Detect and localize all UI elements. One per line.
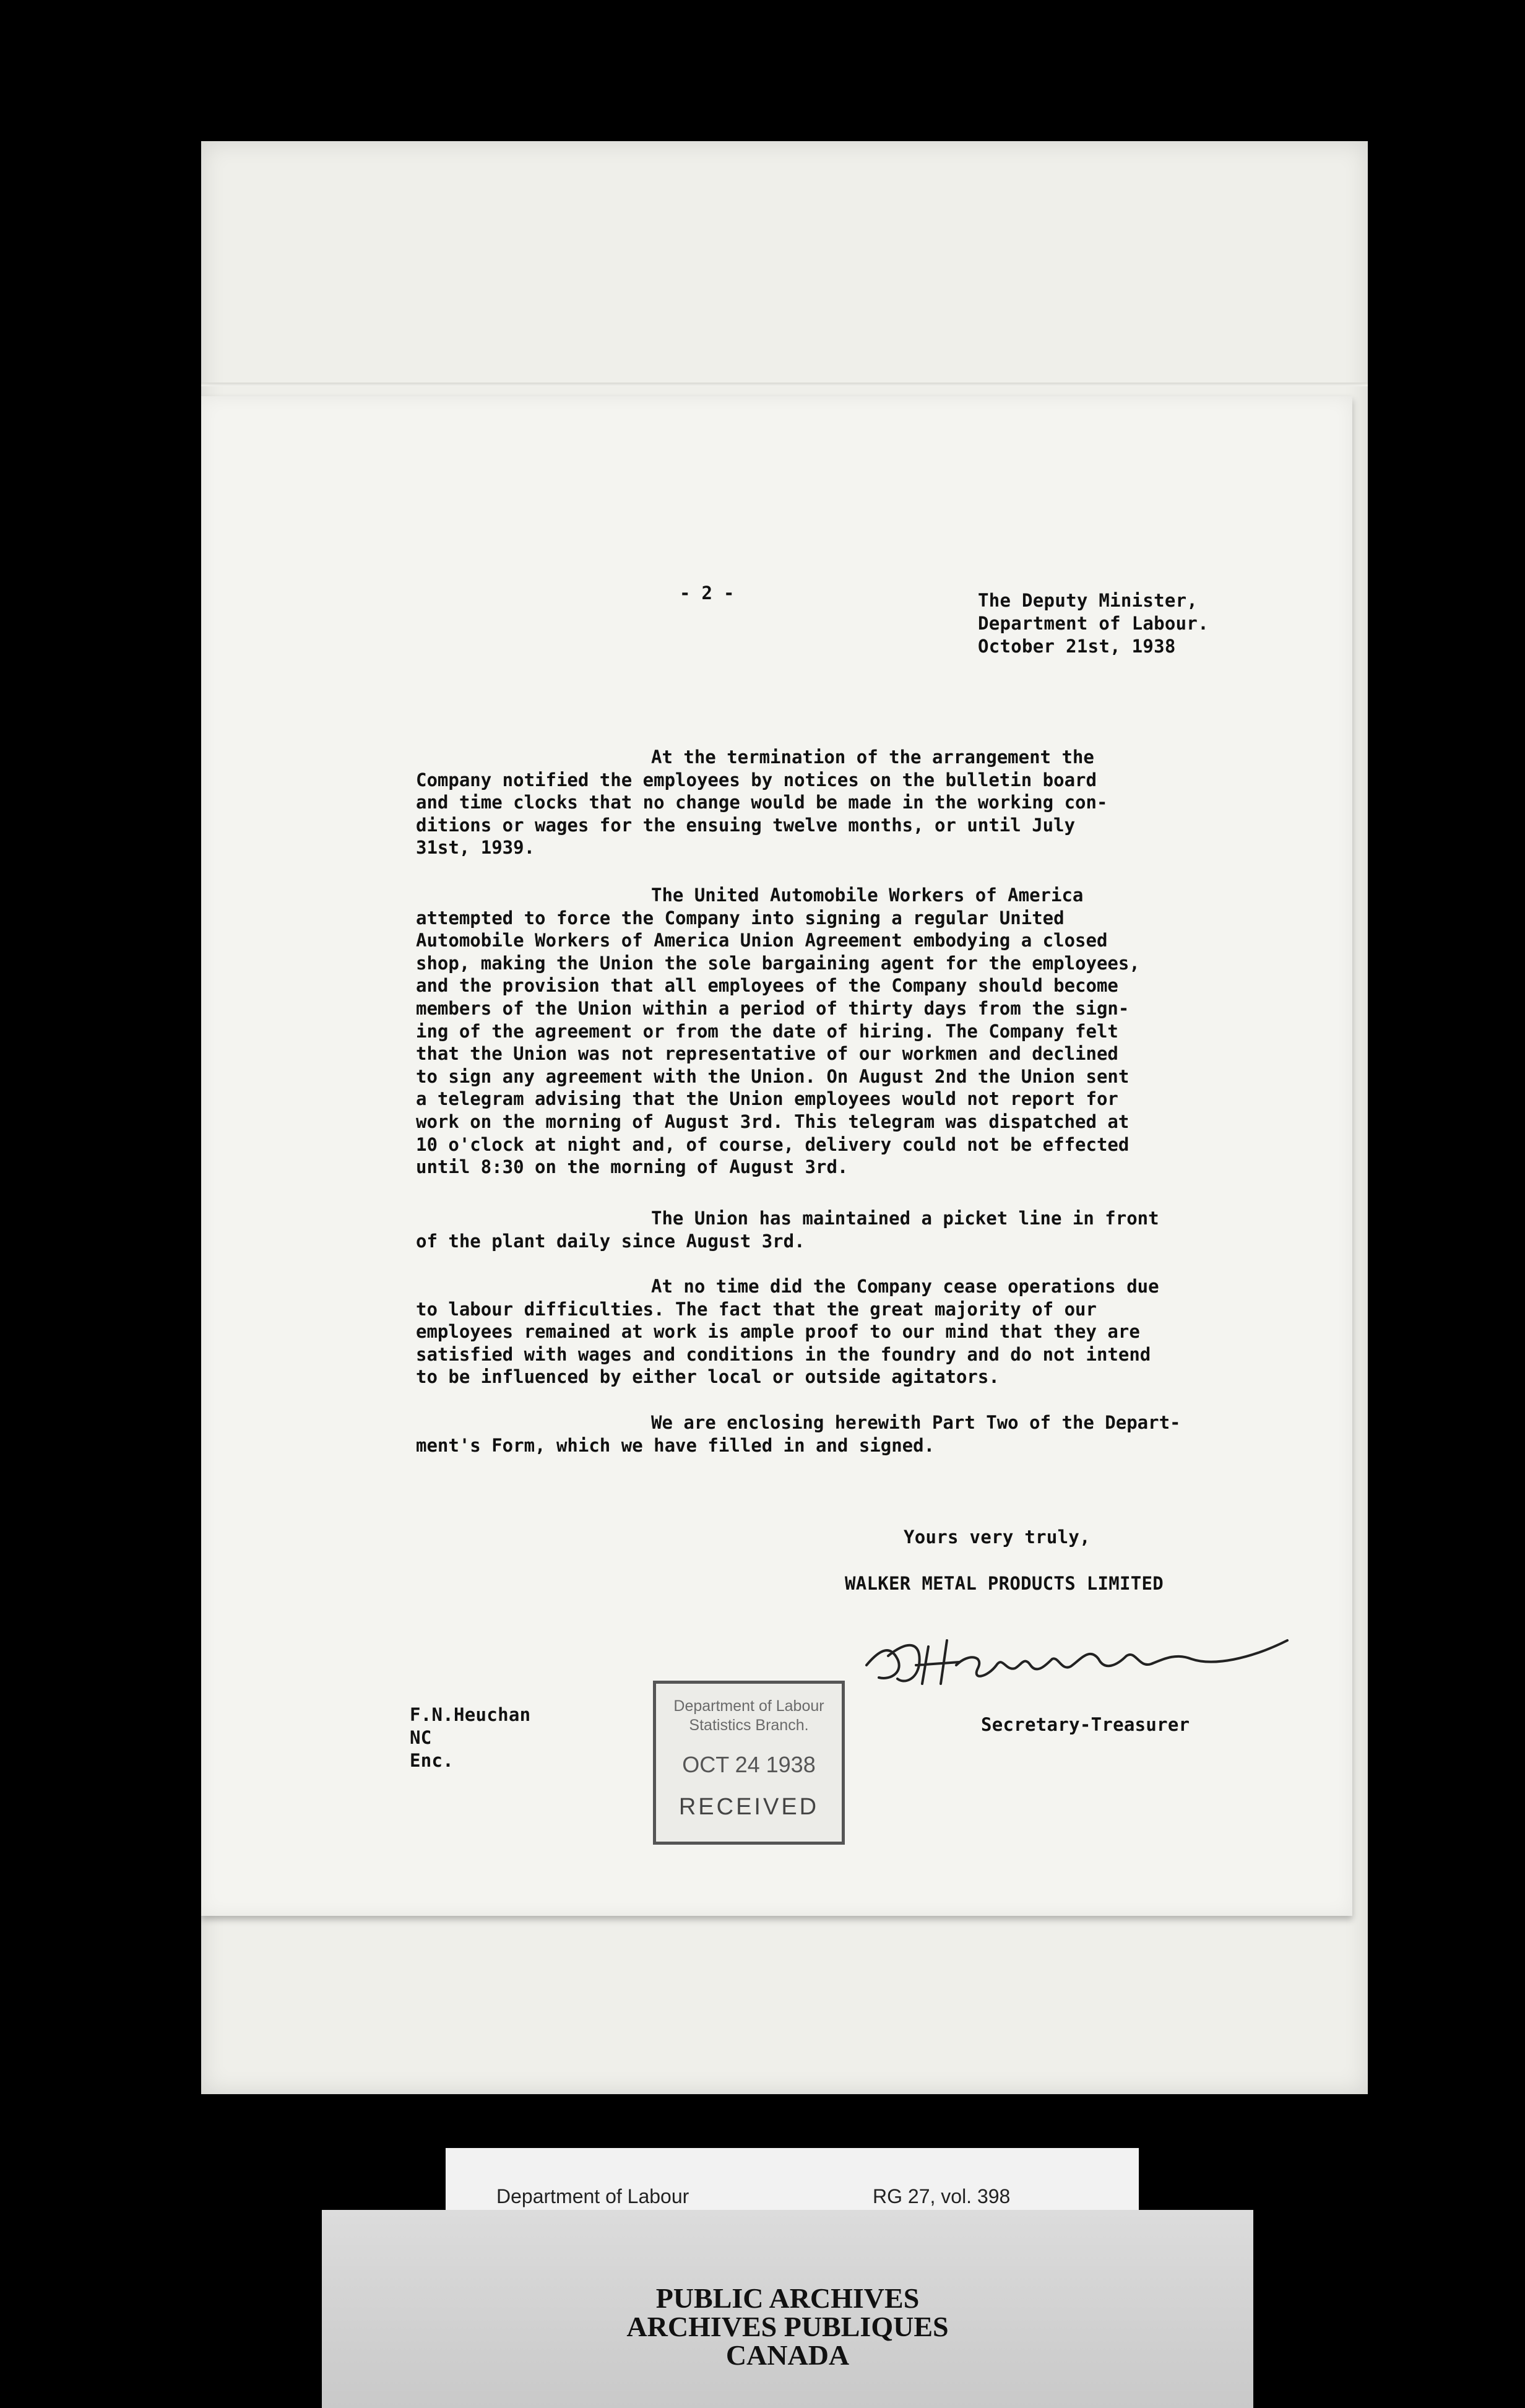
body-paragraph [416,1411,1181,1457]
signatory-title: Secretary-Treasurer [981,1714,1190,1735]
archives-banner [322,2210,1253,2408]
body-line: to sign any agreement with the Union. On August 2nd the Union sent [416,1065,1130,1087]
stamp-status: RECEIVED [678,1794,819,1820]
banner-line: ARCHIVES PUBLIQUES [626,2311,949,2342]
company-name: WALKER METAL PRODUCTS LIMITED [845,1573,1164,1594]
label-reference: RG 27, vol. 398 [873,2185,1011,2207]
body-paragraph [416,1207,1159,1252]
body-line: shop, making the Union the sole bargaining agent for the employees, [416,952,1140,974]
body-line: to labour difficulties. The fact that the great majority of our [416,1298,1097,1320]
body-line: ing of the agreement or from the date of hiring. The Company felt [416,1020,1118,1042]
page-number: - 2 - [680,583,735,604]
body-line: ditions or wages for the ensuing twelve months, or until July [416,814,1076,836]
recipient-line: October 21st, 1938 [978,636,1176,657]
body-line: and the provision that all employees of the Company should become [416,975,1118,997]
recipient-line: Department of Labour. [978,613,1209,634]
stamp-branch: Statistics Branch. [689,1717,809,1734]
body-line: The Union has maintained a picket line in front [651,1208,1159,1229]
body-paragraph [416,1275,1159,1388]
initials-line: NC [410,1727,432,1748]
closing: Yours very truly, [904,1527,1091,1548]
body-line: The United Automobile Workers of America [651,885,1084,906]
body-line: attempted to force the Company into signing a regular United [416,907,1065,929]
body-line: to be influenced by either local or outside agitators. [416,1366,1000,1388]
body-line: that the Union was not representative of our workmen and declined [416,1043,1118,1065]
body-line: and time clocks that no change would be made in the working con- [416,792,1108,813]
body-paragraph [416,884,1140,1179]
body-line: until 8:30 on the morning of August 3rd. [416,1156,849,1178]
body-line: At no time did the Company cease operations due [651,1276,1159,1297]
body-line: employees remained at work is ample proof to our mind that they are [416,1321,1140,1343]
body-line: 31st, 1939. [416,837,535,859]
recipient-line: The Deputy Minister, [978,590,1198,611]
body-line: 10 o'clock at night and, of course, delivery could not be effected [416,1133,1130,1155]
banner-line: PUBLIC ARCHIVES [655,2282,920,2314]
stamp-date: OCT 24 1938 [682,1752,816,1777]
body-line: At the termination of the arrangement the [651,747,1094,768]
label-dept-en: Department of Labour [496,2185,689,2207]
sheet-fold-edge [201,383,1368,386]
body-line: Company notified the employees by notices on the bulletin board [416,769,1097,790]
initials-line: Enc. [410,1750,454,1771]
body-line: members of the Union within a period of thirty days from the sign- [416,997,1130,1019]
signature [854,1622,1300,1702]
body-line: ment's Form, which we have filled in and signed. [416,1434,935,1456]
body-line: satisfied with wages and conditions in the foundry and do not intend [416,1343,1151,1365]
body-line: work on the morning of August 3rd. This telegram was dispatched at [416,1111,1130,1132]
received-stamp [653,1681,845,1845]
body-line: a telegram advising that the Union employees would not report for [416,1088,1118,1110]
body-line: of the plant daily since August 3rd. [416,1230,805,1252]
body-line: We are enclosing herewith Part Two of the Depart- [651,1412,1181,1433]
stamp-department: Department of Labour [673,1697,824,1715]
body-line: Automobile Workers of America Union Agreement embodying a closed [416,930,1108,951]
initials-line: F.N.Heuchan [410,1704,531,1725]
banner-line: CANADA [725,2339,850,2371]
body-paragraph [416,746,1107,859]
